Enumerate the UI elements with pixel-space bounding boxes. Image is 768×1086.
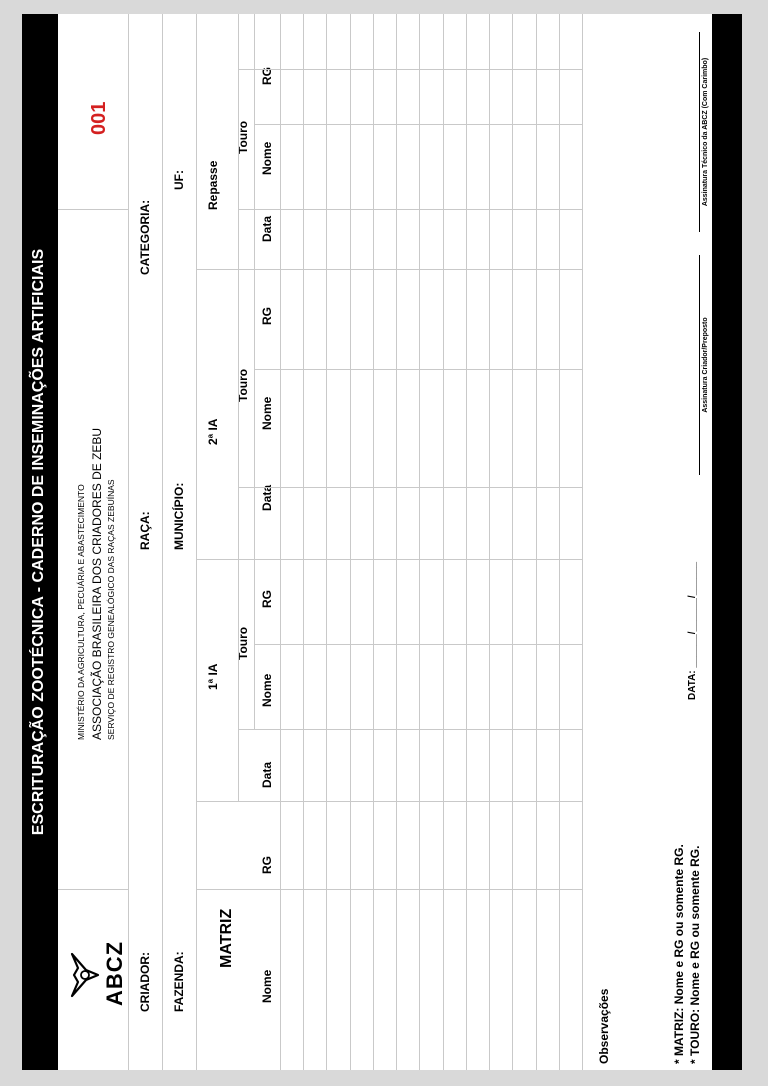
table-row-line <box>419 14 420 1070</box>
logo-divider <box>58 889 128 890</box>
touro-group-rule <box>254 14 255 730</box>
municipio-label: MUNICÍPIO: <box>172 482 186 550</box>
table-row-line <box>466 14 467 1070</box>
bottom-band <box>712 14 742 1070</box>
observacoes-label: Observações <box>597 988 611 1064</box>
matriz-header: MATRIZ <box>218 908 235 968</box>
form-number: 001 <box>88 101 110 135</box>
criador-signature-label: Assinatura Criador/Preposto <box>702 317 709 413</box>
form-canvas <box>22 14 742 1070</box>
tecnico-signature-line <box>699 32 700 232</box>
touro-ia1-header: Touro <box>236 626 250 660</box>
ministry-line: MINISTÉRIO DA AGRICULTURA, PECUÁRIA E ABASTECIMENTO <box>76 484 86 740</box>
table-row-line <box>303 14 304 1070</box>
matriz-note: * MATRIZ: Nome e RG ou somente RG. <box>672 844 686 1064</box>
fazenda-rule <box>196 14 197 1070</box>
table-column-line <box>238 209 582 210</box>
categoria-label: CATEGORIA: <box>138 199 152 275</box>
header-bottom-rule <box>128 14 129 1070</box>
form-title: ESCRITURAÇÃO ZOOTÉCNICA - CADERNO DE INSEMINAÇÕES ARTIFICIAIS <box>30 248 47 836</box>
ia-group-rule <box>238 14 239 802</box>
raca-label: RAÇA: <box>138 511 152 550</box>
table-column-line <box>196 559 582 560</box>
form-sheet <box>22 14 742 1070</box>
touro-repasse-header: Touro <box>236 120 250 154</box>
table-column-line <box>196 801 582 802</box>
table-column-line <box>238 69 582 70</box>
table-row-line <box>350 14 351 1070</box>
touro-note: * TOURO: Nome e RG ou somente RG. <box>688 845 702 1064</box>
number-divider <box>58 209 128 210</box>
ia1-header: 1ª IA <box>206 663 220 690</box>
table-row-line <box>559 14 560 1070</box>
ia2-nome-header: Nome <box>260 396 274 430</box>
repasse-rg-header: RG <box>260 67 274 85</box>
matriz-nome-header: Nome <box>260 969 274 1003</box>
criador-label: CRIADOR: <box>138 952 152 1012</box>
tecnico-signature-label: Assinatura Técnico da ABCZ (Com Carimbo) <box>702 57 709 207</box>
criador-signature-line <box>699 255 700 475</box>
table-row-line <box>396 14 397 1070</box>
touro-ia2-header: Touro <box>236 368 250 402</box>
uf-label: UF: <box>172 170 186 190</box>
logo-text: ABCZ <box>102 940 127 1006</box>
table-row-line <box>326 14 327 1070</box>
ox-head-icon <box>68 940 102 1010</box>
table-column-line <box>196 889 582 890</box>
table-row-line <box>582 14 583 1070</box>
date-field: DATA: ______/______/______ <box>687 561 698 700</box>
table-row-line <box>489 14 490 1070</box>
table-column-line <box>196 269 582 270</box>
table-column-line <box>254 124 582 125</box>
table-row-line <box>373 14 374 1070</box>
ia1-rg-header: RG <box>260 590 274 608</box>
repasse-nome-header: Nome <box>260 141 274 175</box>
ia2-rg-header: RG <box>260 307 274 325</box>
table-row-line <box>512 14 513 1070</box>
ia2-header: 2ª IA <box>206 418 220 445</box>
ia1-data-header: Data <box>260 761 274 788</box>
column-header-rule <box>280 14 281 1070</box>
association-name: ASSOCIAÇÃO BRASILEIRA DOS CRIADORES DE ZEBU <box>90 427 104 740</box>
ia2-data-header: Data <box>260 484 274 511</box>
table-row-line <box>443 14 444 1070</box>
repasse-data-header: Data <box>260 215 274 242</box>
table-column-line <box>238 487 582 488</box>
service-line: SERVIÇO DE REGISTRO GENEALÓGICO DAS RAÇAS ZEBUÍNAS <box>106 479 116 740</box>
ia1-nome-header: Nome <box>260 673 274 707</box>
matriz-rg-header: RG <box>260 856 274 874</box>
abcz-logo <box>68 940 128 1010</box>
repasse-header: Repasse <box>206 160 220 210</box>
table-row-line <box>536 14 537 1070</box>
table-column-line <box>254 644 582 645</box>
fazenda-label: FAZENDA: <box>172 951 186 1012</box>
table-column-line <box>238 729 582 730</box>
criador-rule <box>162 14 163 1070</box>
table-column-line <box>254 369 582 370</box>
